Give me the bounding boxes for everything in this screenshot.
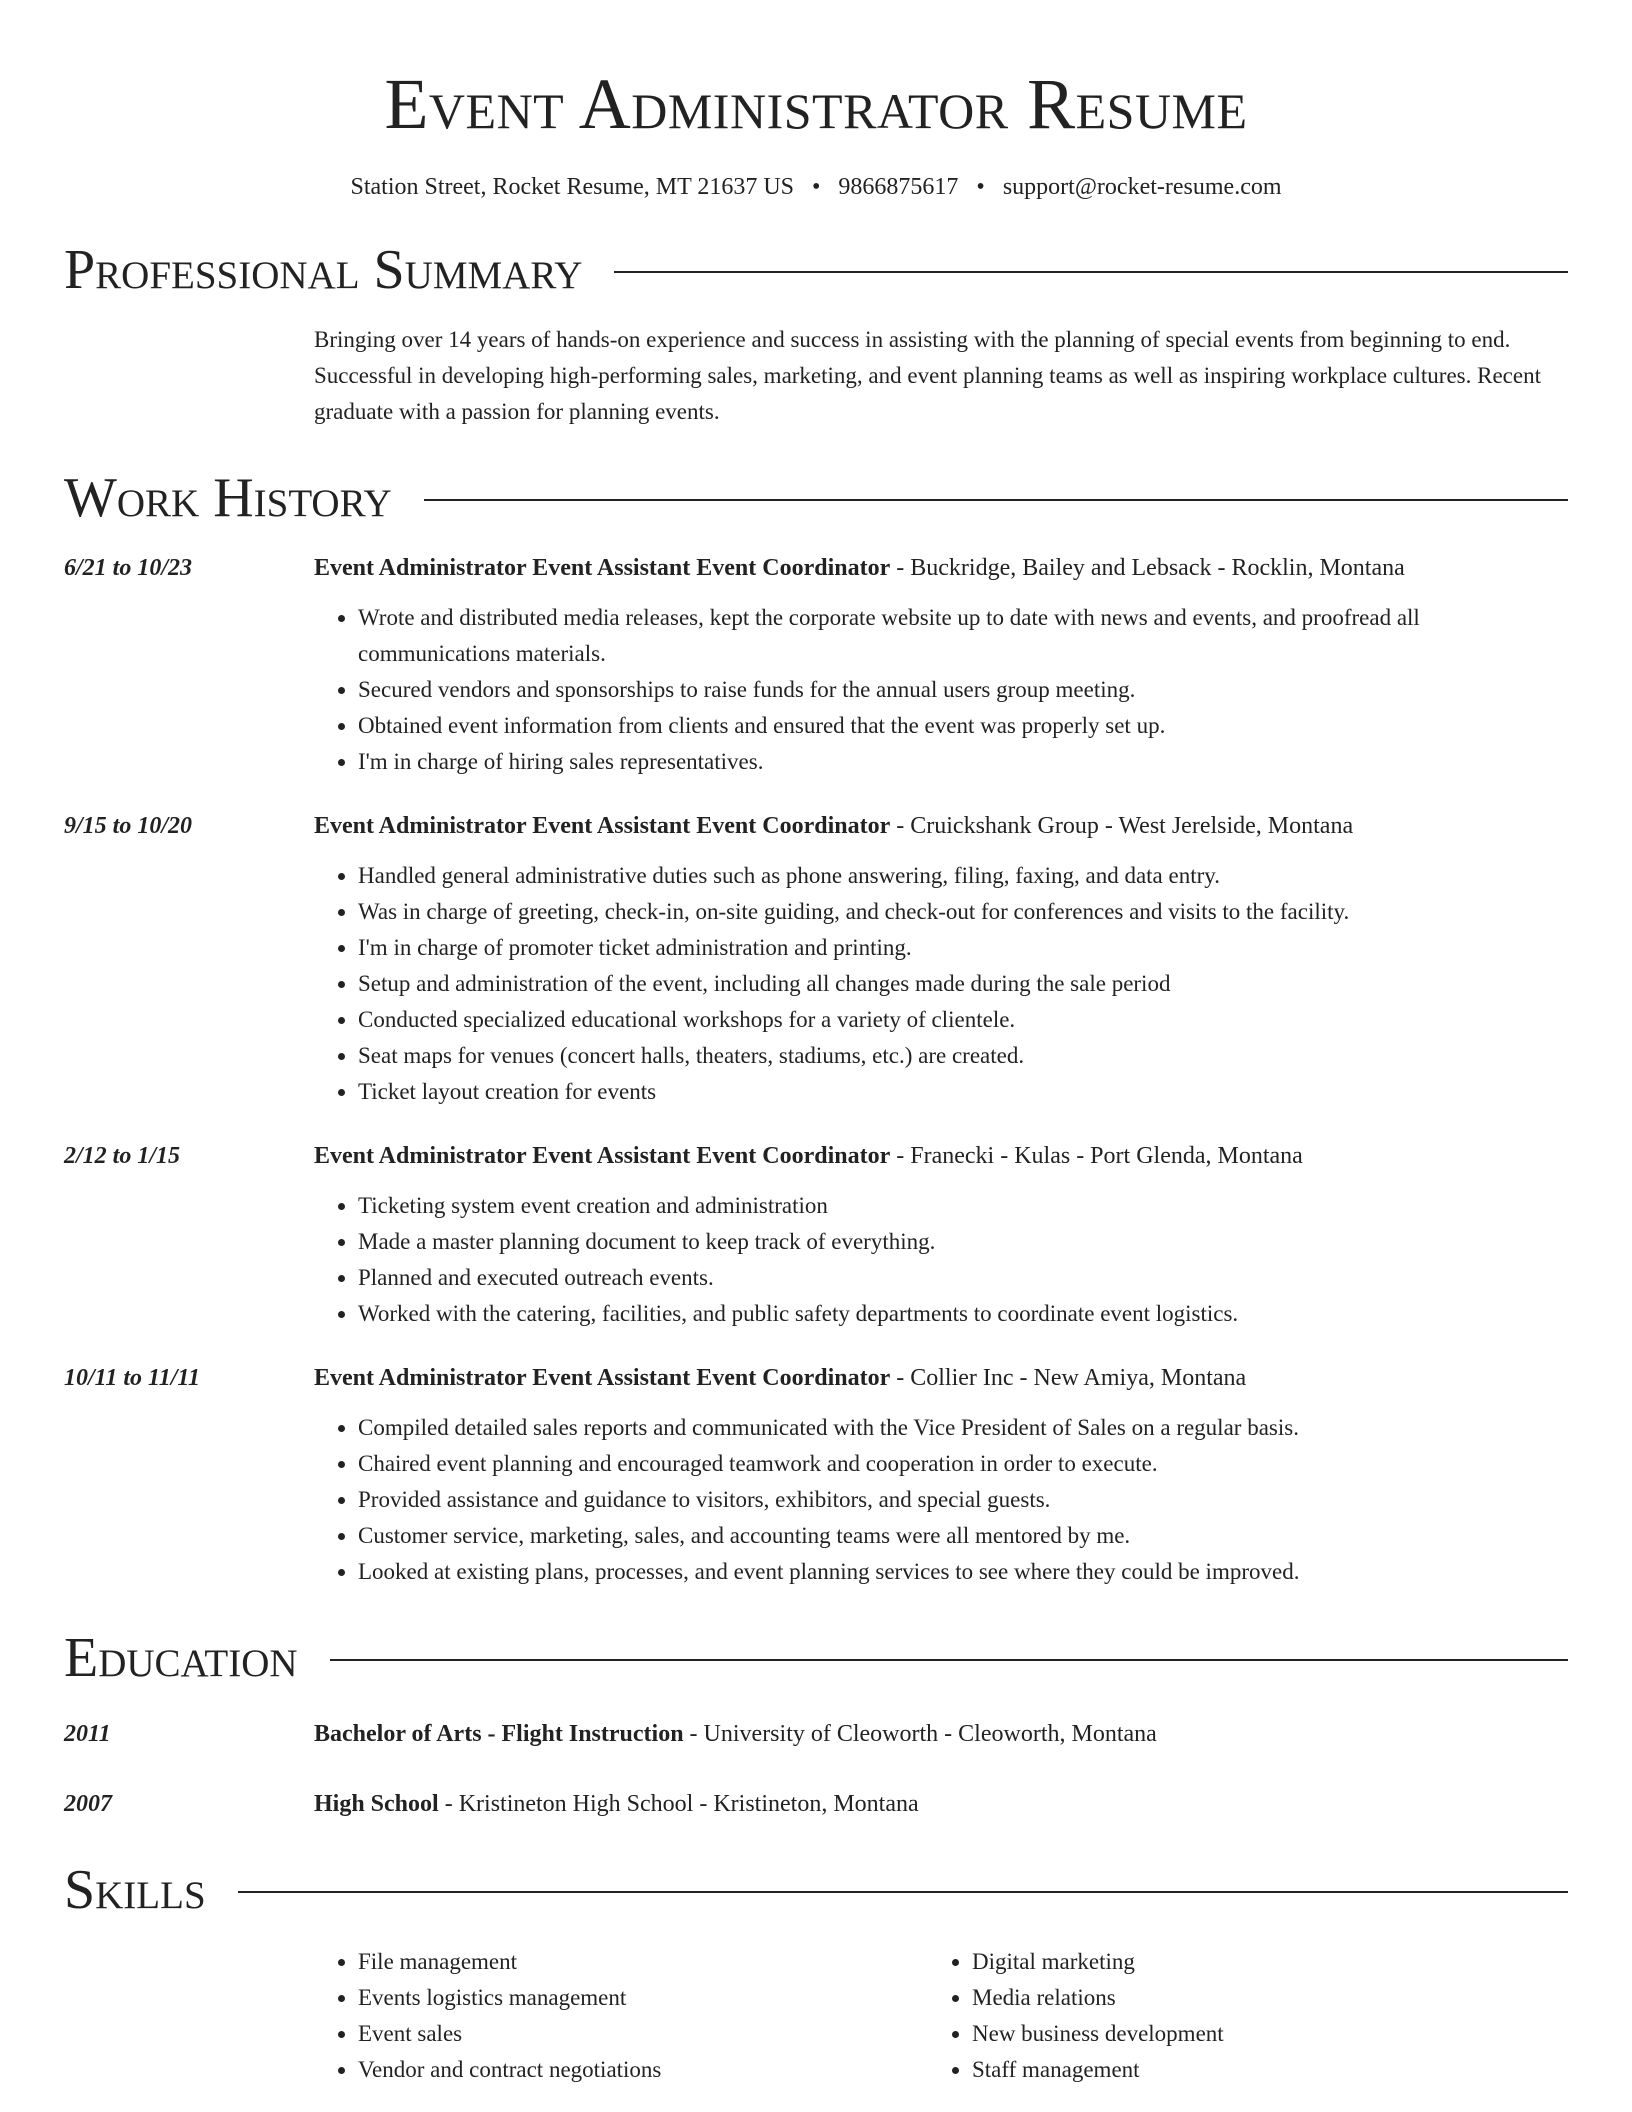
job-company: - Cruickshank Group - West Jerelside, Montana — [890, 813, 1354, 839]
section-divider — [238, 1891, 1568, 1893]
job-bullet: • Made a master planning document to keep track of everything. — [358, 1224, 1568, 1260]
education-school: - University of Cleoworth - Cleoworth, Montana — [683, 1721, 1157, 1747]
education-school: - Kristineton High School - Kristineton, Montana — [438, 1791, 919, 1817]
job-body — [314, 550, 1568, 780]
education-body — [314, 1786, 1568, 1822]
contact-address: Station Street, Rocket Resume, MT 21637 US — [350, 174, 795, 200]
section-divider — [614, 271, 1568, 273]
job-bullet: • Compiled detailed sales reports and communicated with the Vice President of Sales on a regular basis. — [358, 1410, 1568, 1446]
skill-item: • Vendor and contract negotiations — [358, 2052, 928, 2088]
job-dates: 9/15 to 10/20 — [64, 813, 193, 839]
section-divider — [424, 499, 1568, 501]
job-bullet: • Provided assistance and guidance to visitors, exhibitors, and special guests. — [358, 1482, 1568, 1518]
job-heading — [314, 1360, 1568, 1396]
job-bullet: • Conducted specialized educational workshops for a variety of clientele. — [358, 1002, 1568, 1038]
skills-list — [314, 1944, 1568, 2088]
section-divider — [330, 1659, 1568, 1661]
education-body — [314, 1716, 1568, 1752]
job-bullet: • I'm in charge of hiring sales representatives. — [358, 744, 1568, 780]
contact-separator: • — [976, 174, 985, 200]
job-bullet: • Secured vendors and sponsorships to raise funds for the annual users group meeting. — [358, 672, 1568, 708]
contact-email: support@rocket-resume.com — [1002, 174, 1282, 200]
contact-phone: 9866875617 — [838, 174, 959, 200]
job-body — [314, 1138, 1568, 1332]
education-heading — [314, 1716, 1568, 1752]
job-dates: 2/12 to 1/15 — [64, 1143, 181, 1169]
skill-item: • File management — [358, 1944, 928, 1980]
job-bullet: • Chaired event planning and encouraged teamwork and cooperation in order to execute. — [358, 1446, 1568, 1482]
job-heading — [314, 1138, 1568, 1174]
job-bullet: • Seat maps for venues (concert halls, theaters, stadiums, etc.) are created. — [358, 1038, 1568, 1074]
education-entry — [64, 1716, 1568, 1752]
job-heading — [314, 550, 1568, 586]
job-bullet: • Handled general administrative duties such as phone answering, filing, faxing, and data entry. — [358, 858, 1568, 894]
education-year: 2011 — [64, 1721, 111, 1747]
job-bullet: • Ticketing system event creation and administration — [358, 1188, 1568, 1224]
skill-item: • New business development — [972, 2016, 1542, 2052]
education-degree: High School — [314, 1791, 439, 1817]
job-company: - Buckridge, Bailey and Lebsack - Rocklin, Montana — [890, 555, 1405, 581]
education-section-header — [64, 1626, 1568, 1690]
skill-item: • Media relations — [972, 1980, 1542, 2016]
contact-separator: • — [812, 174, 821, 200]
summary-section-title: Professional Summary — [64, 239, 583, 301]
job-bullet: • I'm in charge of promoter ticket administration and printing. — [358, 930, 1568, 966]
job-bullets — [314, 1410, 1568, 1590]
job-bullet: • Ticket layout creation for events — [358, 1074, 1568, 1110]
education-degree: Bachelor of Arts - Flight Instruction — [314, 1721, 684, 1747]
job-bullet: • Looked at existing plans, processes, and event planning services to see where they could be improved. — [358, 1554, 1568, 1590]
work-section-header — [64, 466, 1568, 530]
skills-column-right — [928, 1944, 1542, 2088]
education-heading — [314, 1786, 1568, 1822]
job-heading — [314, 808, 1568, 844]
job-bullet: • Was in charge of greeting, check-in, on-site guiding, and check-out for conferences and visits to the facility. — [358, 894, 1568, 930]
job-role: Event Administrator Event Assistant Event Coordinator — [314, 1365, 891, 1391]
job-body — [314, 1360, 1568, 1590]
job-company: - Collier Inc - New Amiya, Montana — [890, 1365, 1247, 1391]
skill-item: • Staff management — [972, 2052, 1542, 2088]
skills-column-left — [314, 1944, 928, 2088]
job-bullet: • Planned and executed outreach events. — [358, 1260, 1568, 1296]
work-section-title: Work History — [64, 467, 392, 529]
job-role: Event Administrator Event Assistant Event Coordinator — [314, 813, 891, 839]
skills-section-header — [64, 1858, 1568, 1922]
job-entry — [64, 808, 1568, 1110]
job-dates: 10/11 to 11/11 — [64, 1365, 201, 1391]
job-role: Event Administrator Event Assistant Event Coordinator — [314, 1143, 891, 1169]
job-role: Event Administrator Event Assistant Event Coordinator — [314, 555, 891, 581]
job-bullets — [314, 858, 1568, 1110]
contact-line — [64, 172, 1568, 202]
job-entry — [64, 1138, 1568, 1332]
summary-text: Bringing over 14 years of hands-on experience and success in assisting with the planning of special events from beginning to end. Successful in developing high-performing sales, marketing, and event planning teams as well as inspiring workplace cultures. Recent graduate with a passion for planning events. — [314, 327, 1541, 424]
job-bullet: • Obtained event information from clients and ensured that the event was properly set up. — [358, 708, 1568, 744]
job-bullet: • Customer service, marketing, sales, and accounting teams were all mentored by me. — [358, 1518, 1568, 1554]
skill-item: • Digital marketing — [972, 1944, 1542, 1980]
resume-title: Event Administrator Resume — [384, 64, 1248, 144]
education-section-title: Education — [64, 1627, 298, 1689]
job-bullets — [314, 1188, 1568, 1332]
job-entry — [64, 1360, 1568, 1590]
job-bullet: • Wrote and distributed media releases, kept the corporate website up to date with news and events, and proofread all communications materials. — [358, 600, 1568, 672]
skill-item: • Events logistics management — [358, 1980, 928, 2016]
skills-section-title: Skills — [64, 1859, 206, 1921]
education-entry — [64, 1786, 1568, 1822]
job-bullet: • Setup and administration of the event, including all changes made during the sale period — [358, 966, 1568, 1002]
job-entry — [64, 550, 1568, 780]
job-bullets — [314, 600, 1568, 780]
job-bullet: • Worked with the catering, facilities, and public safety departments to coordinate event logistics. — [358, 1296, 1568, 1332]
job-dates: 6/21 to 10/23 — [64, 555, 193, 581]
skill-item: • Event sales — [358, 2016, 928, 2052]
job-company: - Franecki - Kulas - Port Glenda, Montana — [890, 1143, 1303, 1169]
job-body — [314, 808, 1568, 1110]
education-year: 2007 — [64, 1791, 112, 1817]
summary-section-header — [64, 238, 1568, 302]
